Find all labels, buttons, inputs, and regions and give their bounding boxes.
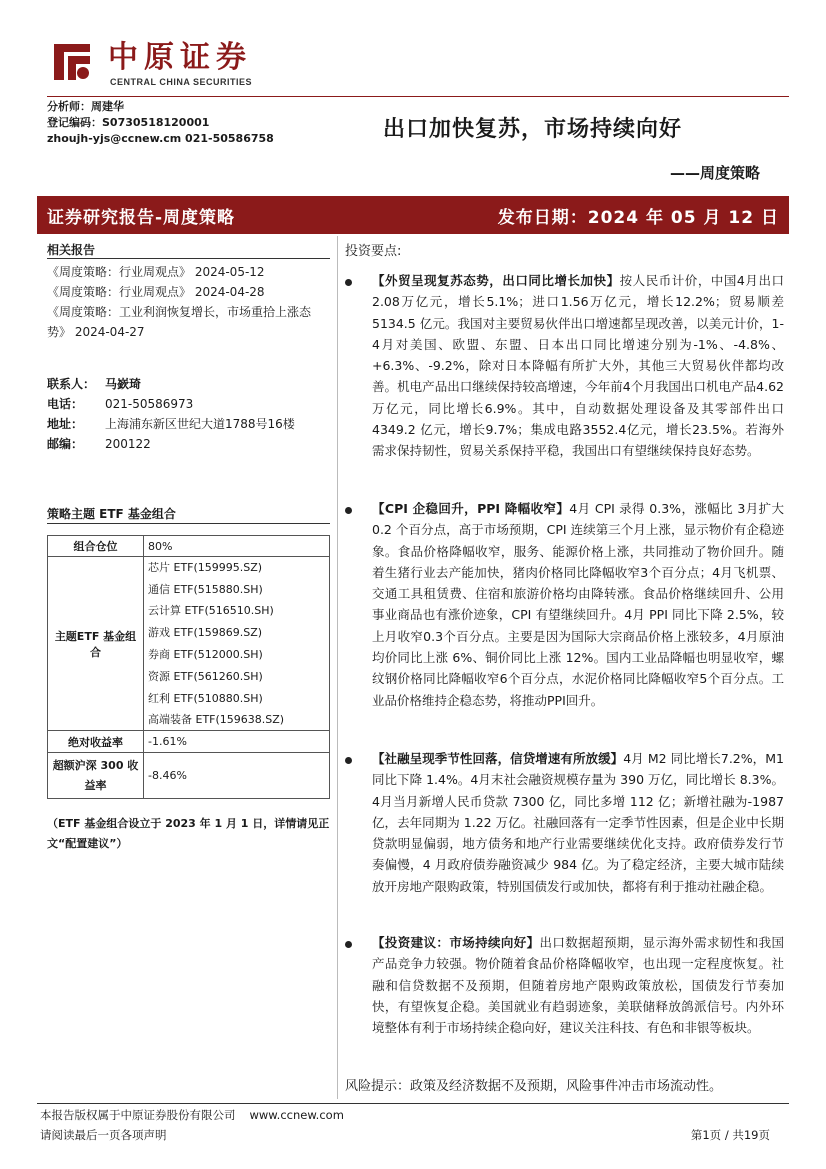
highlight-lead: 【CPI 企稳回升，PPI 降幅收窄】 xyxy=(372,501,570,516)
analyst-name: 分析师：周建华 xyxy=(47,100,124,113)
bullet-icon xyxy=(345,757,352,764)
table-row xyxy=(48,536,330,557)
risk-warning: 风险提示：政策及经济数据不及预期，风险事件冲击市场流动性。 xyxy=(345,1079,723,1094)
related-report-item[interactable]: 《周度策略：工业利润恢复增长，市场重拾上涨态势》 2024-04-27 xyxy=(47,305,312,339)
etf-fund: 资源 ETF(561260.SH) xyxy=(144,665,330,687)
header-rule xyxy=(47,96,789,97)
etf-note: （ETF 基金组合设立于 2023 年 1 月 1 日，详情请见正文“配置建议”） xyxy=(47,817,330,850)
bullet-icon xyxy=(345,279,352,286)
highlight-lead: 【外贸呈现复苏态势，出口同比增长加快】 xyxy=(372,273,620,288)
company-logo-icon xyxy=(50,40,94,84)
table-row xyxy=(48,557,330,579)
table-row xyxy=(48,731,330,753)
logo-english-name: CENTRAL CHINA SECURITIES xyxy=(110,77,253,87)
analyst-email[interactable]: zhoujh-yjs@ccnew.cm 021-50586758 xyxy=(47,132,274,145)
contact-label: 地址： xyxy=(47,417,84,431)
highlight-paragraph xyxy=(372,270,784,462)
bullet-icon xyxy=(345,941,352,948)
footer-url-link[interactable]: www.ccnew.com xyxy=(249,1108,344,1122)
contact-label: 联系人： xyxy=(47,377,96,391)
highlight-text: 出口数据超预期，显示海外需求韧性和我国产品竞争力较强。物价随着食品价格降幅收窄，也出现一定程度恢复。社融和信贷数据不及预期，但随着房地产限购政策放松，国债发行节奏加快，有望恢复企稳。美国就业有趋弱迹象，美联储释放鸽派信号。内外环境整体有利于市场持续企稳向好，建议关注科技、有色和非银等板块。 xyxy=(372,935,784,1036)
analyst-block xyxy=(47,99,274,147)
related-reports-list xyxy=(47,262,332,342)
highlight-text: 按人民币计价，中国4月出口2.08万亿元，增长5.1%；进口1.56万亿元，增长12.2%；贸易顺差 5134.5 亿元。我国对主要贸易伙伴出口增速都呈现改善，以美元计价，1-4月对美国、欧盟、东盟、日本出口同比增速分别为-1%、-4.8%、+6.3%、-9.2%，除对日本降幅有所扩大外，其他三大贸易伙伴都均改善。机电产品出口继续保持较高增速，今年前4个月我国出口机电产品4.62万亿元，同比增长6.9%。其中，自动数据处理设备及其零部件出口 4349.2 亿元，增长9.7%；集成电路3552.4亿元，增长23.5%。若海外需求保持韧性，贸易关系保持平稳，我国出口有望继续保持良好态势。 xyxy=(372,273,784,459)
related-reports-heading: 相关报告 xyxy=(47,243,96,257)
analyst-reg: 登记编码：S0730518120001 xyxy=(47,116,210,129)
related-rule xyxy=(47,258,330,259)
footer-disclaimer: 请阅读最后一页各项声明 xyxy=(40,1128,167,1142)
footer-copyright: 本报告版权属于中原证券股份有限公司 xyxy=(40,1108,236,1122)
etf-position-value: 80% xyxy=(144,536,330,557)
etf-abs-label: 绝对收益率 xyxy=(48,731,144,753)
etf-fund: 云计算 ETF(516510.SH) xyxy=(144,600,330,622)
etf-funds-label: 主题ETF 基金组合 xyxy=(48,557,144,731)
highlight-lead: 【社融呈现季节性回落，信贷增速有所放缓】 xyxy=(372,751,624,766)
logo-chinese-name: 中原证券 xyxy=(108,40,252,75)
banner-category: 证券研究报告-周度策略 xyxy=(47,208,236,228)
page-number: 第1页 / 共19页 xyxy=(690,1128,770,1142)
highlight-paragraph xyxy=(372,748,784,897)
etf-fund: 游戏 ETF(159869.SZ) xyxy=(144,622,330,644)
highlight-text: 4月 M2 同比增长7.2%，M1 同比下降 1.4%。4月末社会融资规模存量为 390 万亿，同比增长 8.3%。4月当月新增人民币贷款 7300 亿，同比多增 112 亿；新增社融为-1987 亿，去年同期为 1.22 万亿。社融回落有一定季节性因素，但是企业中长期贷款明显偏弱，地方债务和地产行业需要继续优化支持。政府债券发行节奏偏慢，4 月政府债券融资减少 984 亿。为了稳定经济，主要大城市陆续放开房地产限购政策，特别国债发行或加快，都将有利于推动社融企稳。 xyxy=(372,751,784,894)
report-subtitle: ——周度策略 xyxy=(670,164,761,182)
contact-block xyxy=(47,374,295,454)
etf-fund: 高端装备 ETF(159638.SZ) xyxy=(144,709,330,731)
etf-abs-value: -1.61% xyxy=(144,731,330,753)
related-report-item[interactable]: 《周度策略：行业周观点》 2024-05-12 xyxy=(47,265,265,279)
etf-rule xyxy=(47,523,330,524)
column-divider xyxy=(337,236,338,1099)
contact-label: 邮编： xyxy=(47,437,84,451)
bullet-icon xyxy=(345,507,352,514)
etf-fund: 芯片 ETF(159995.SZ) xyxy=(144,557,330,579)
highlight-lead: 【投资建议：市场持续向好】 xyxy=(372,935,540,950)
contact-value: 上海浦东新区世纪大道1788号16楼 xyxy=(105,417,295,431)
report-title: 出口加快复苏，市场持续向好 xyxy=(383,116,683,142)
highlight-paragraph xyxy=(372,498,784,711)
report-banner xyxy=(37,196,789,234)
etf-heading: 策略主题 ETF 基金组合 xyxy=(47,507,176,521)
contact-value: 马嶔琦 xyxy=(105,377,142,391)
etf-excess-label: 超额沪深 300 收益率 xyxy=(48,753,144,799)
etf-position-label: 组合仓位 xyxy=(48,536,144,557)
contact-label: 电话： xyxy=(47,397,84,411)
highlight-text: 4月 CPI 录得 0.3%，涨幅比 3月扩大 0.2 个百分点，高于市场预期，CPI 连续第三个月上涨，显示物价有企稳迹象。食品价格降幅收窄，服务、能源价格上涨，共同推动了物价回升。随着生猪行业去产能加快，猪肉价格同比降幅收窄3个百分点；4月飞机票、交通工具租赁费、住宿和旅游价格均由降转涨。食品价格继续回升、公用事业商品也有涨价迹象，CPI 有望继续回升。4月 PPI 同比下降 2.5%，较上月收窄0.3个百分点。主要是因为国际大宗商品价格上涨较多，4月原油均价同比上涨 6%、铜价同比上涨 12%。国内工业品降幅也明显收窄，螺纹钢价格同比降幅收窄6个百分点，水泥价格同比降幅收窄5个百分点。工业品价格维持企稳态势，将推动PPI回升。 xyxy=(372,501,785,708)
etf-excess-value: -8.46% xyxy=(144,753,330,799)
highlight-paragraph xyxy=(372,932,784,1038)
banner-date: 发布日期：2024 年 05 月 12 日 xyxy=(497,208,779,228)
footer-copyright-line xyxy=(40,1107,344,1123)
etf-fund: 通信 ETF(515880.SH) xyxy=(144,578,330,600)
contact-value: 200122 xyxy=(105,437,151,451)
etf-table xyxy=(47,535,330,799)
footer-rule xyxy=(37,1103,789,1104)
investment-highlights-heading: 投资要点: xyxy=(345,244,402,259)
etf-fund: 券商 ETF(512000.SH) xyxy=(144,644,330,666)
table-row xyxy=(48,753,330,799)
etf-fund: 红利 ETF(510880.SH) xyxy=(144,687,330,709)
related-report-item[interactable]: 《周度策略：行业周观点》 2024-04-28 xyxy=(47,285,265,299)
contact-value: 021-50586973 xyxy=(105,397,194,411)
